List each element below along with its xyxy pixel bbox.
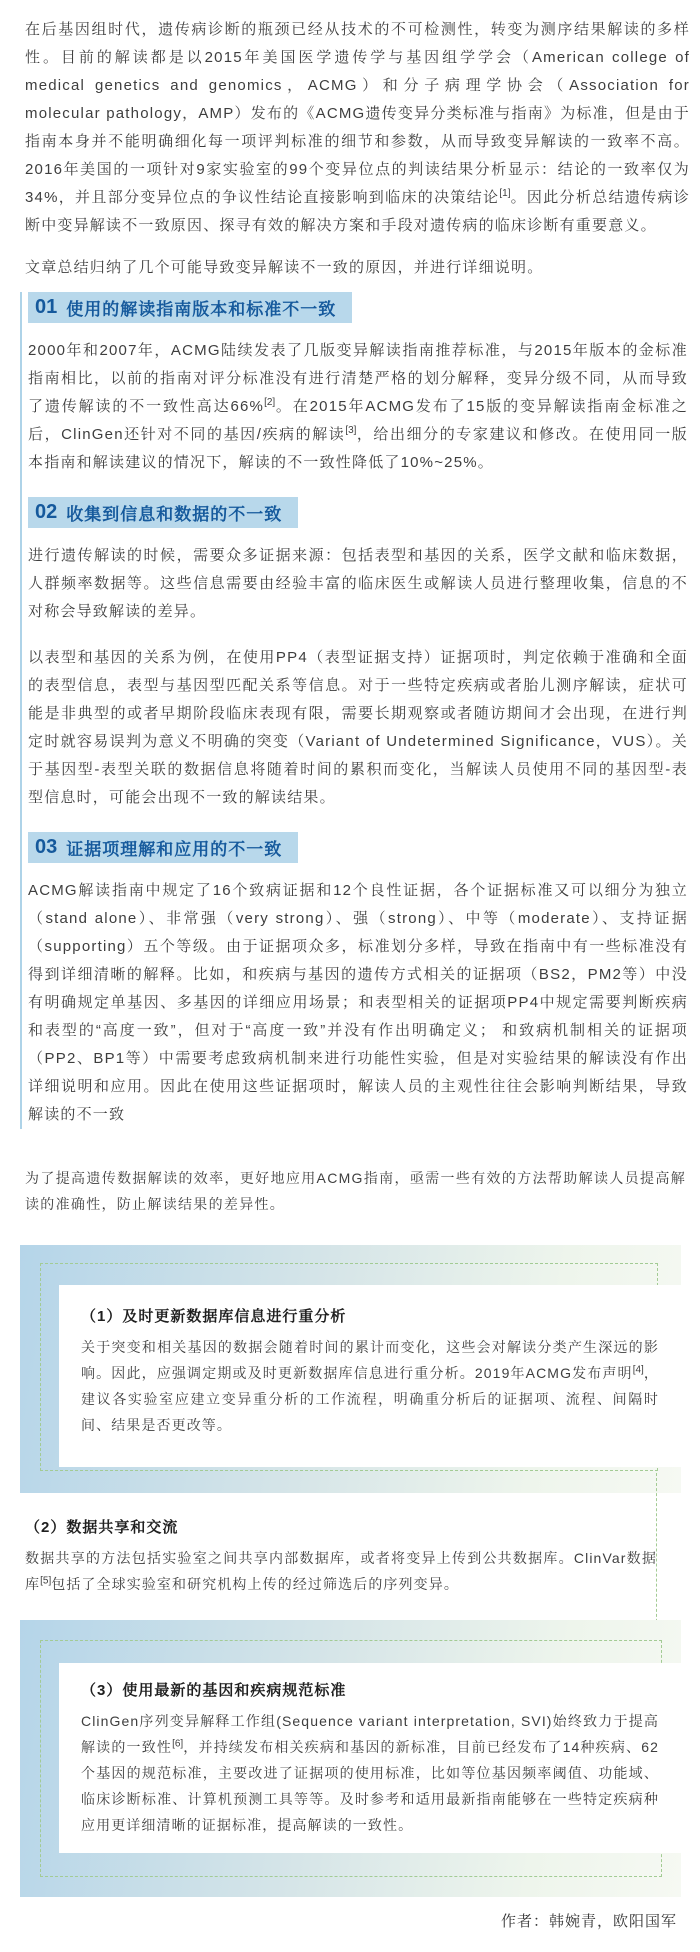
text-segment: 在后基因组时代，遗传病诊断的瓶颈已经从技术的不可检测性，转变为测序结果解读的多样性。目前的解读都是以2015年美国医学遗传学与基因组学学会（American college of medical genetics and genomics，ACMG）和分子病理学协会（Association for molecular pathology，AMP）发布的《ACMG遗传变异分类标准与指南》为标准，但是由于指南本身并不能明确细化每一项评判标准的细节和参数，从而导致变异解读的一致率不高。2016年美国的一项针对9家实验室的99个变异位点的判读结果分析显示：结论的一致率仅为34%，并且部分变异位点的争议性结论直接影响到临床的决策结论 [25, 21, 690, 206]
citation-ref: [5] [40, 1575, 52, 1587]
text-segment: ，建议各实验室应建立变异重分析的工作流程，明确重分析后的证据项、流程、间隔时间、结果是否更改等。 [81, 1365, 659, 1433]
solution-body [25, 1545, 657, 1597]
section-number: 01 [35, 296, 58, 318]
text-segment: 。因此分析总结遗传病诊断中变异解读不一致原因、探寻有效的解决方案和手段对遗传病的临床诊断有重要意义。 [25, 189, 690, 234]
text-segment: 包括了全球实验室和研究机构上传的经过筛选后的序列变异。 [51, 1576, 459, 1592]
solution-body [81, 1334, 659, 1438]
section-01-header [28, 292, 352, 323]
solution-card-1 [59, 1285, 681, 1467]
section-paragraph [28, 644, 690, 812]
citation-ref: [2] [264, 397, 276, 408]
text-segment: 2000年和2007年，ACMG陆续发表了几版变异解读指南推荐标准，与2015年版本的金标准指南相比，以前的指南对评分标准没有进行清楚严格的划分解释，变异分级不同，从而导致了遗传解读的不一致性高达66% [28, 342, 688, 415]
text-segment: ，给出细分的专家建议和修改。在使用同一版本指南和解读建议的情况下，解读的不一致性降低了10%~25%。 [28, 426, 688, 471]
summary-paragraph: 文章总结归纳了几个可能导致变异解读不一致的原因，并进行详细说明。 [25, 259, 544, 276]
text-segment: ，并持续发布相关疾病和基因的新标准，目前已经发布了14种疾病、62个基因的规范标准，主要改进了证据项的使用标准，比如等位基因频率阈值、功能域、临床诊断标准、计算机预测工具等等。及时参考和适用最新指南能够在一些特定疾病种应用更详细清晰的证据标准，提高解读的一致性。 [81, 1739, 659, 1833]
solution-title: （1）及时更新数据库信息进行重分析 [81, 1308, 347, 1325]
numbered-sections [20, 292, 690, 1129]
text-segment: 以表型和基因的关系为例，在使用PP4（表型证据支持）证据项时，判定依赖于准确和全面的表型信息，表型与基因型匹配关系等信息。对于一些特定疾病或者胎儿测序解读，症状可能是非典型的或者早期阶段临床表现有限，需要长期观察或者随访期间才会出现，在进行判定时就容易误判为意义不明确的突变（Variant of Undetermined Significance，VUS）。关于基因型-表型关联的数据信息将随着时间的累积而变化，当解读人员使用不同的基因型-表型信息时，可能会出现不一致的解读结果。 [28, 649, 688, 806]
text-segment: ACMG解读指南中规定了16个致病证据和12个良性证据，各个证据标准又可以细分为独立（stand alone）、非常强（very strong）、强（strong）、中等（moderate）、支持证据（supporting）五个等级。由于证据项众多，标准划分多样，导致在指南中有一些标准没有得到详细清晰的解释。比如，和疾病与基因的遗传方式相关的证据项（BS2，PM2等）中没有明确规定单基因、多基因的详细应用场景；和表型相关的证据项PP4中规定需要判断疾病和表型的“高度一致”，但对于“高度一致”并没有作出明确定义； 和致病机制相关的证据项（PP2、BP1等）中需要考虑致病机制来进行功能性实验，但是对实验结果的解读没有作出详细说明和应用。因此在使用这些证据项时，解读人员的主观性往往会影响判断结果，导致解读的不一致 [28, 882, 688, 1123]
section-paragraph [28, 542, 690, 626]
citation-ref: [3] [345, 425, 357, 436]
citation-ref: [6] [172, 1738, 184, 1750]
solutions-panel [0, 1240, 700, 1952]
text-segment: 进行遗传解读的时候，需要众多证据来源：包括表型和基因的关系，医学文献和临床数据，人群频率数据等。这些信息需要由经验丰富的临床医生或解读人员进行整理收集，信息的不对称会导致解读的差异。 [28, 547, 688, 620]
text-segment: 。在2015年ACMG发布了15版的变异解读指南金标准之后，ClinGen还针对不同的基因/疾病的解读 [28, 398, 688, 443]
section-paragraph [28, 877, 690, 1129]
section-title: 证据项理解和应用的不一致 [66, 840, 283, 859]
solution-title: （2）数据共享和交流 [25, 1519, 179, 1536]
section-03-header [28, 832, 298, 863]
section-title: 收集到信息和数据的不一致 [66, 505, 283, 524]
solution-body [81, 1708, 659, 1838]
section-number: 02 [35, 501, 58, 523]
intro-paragraph [25, 0, 690, 240]
text-segment: 数据共享的方法包括实验室之间共享内部数据库，或者将变异上传到公共数据库。ClinVar数据库 [25, 1550, 657, 1592]
citation-ref: [4] [632, 1364, 644, 1376]
text-segment: ClinGen序列变异解释工作组(Sequence variant interpretation, SVI)始终致力于提高解读的一致性 [81, 1713, 659, 1755]
author-line: 作者：韩婉青，欧阳国军 [500, 1913, 677, 1930]
section-number: 03 [35, 836, 58, 858]
citation-ref: [1] [499, 188, 511, 199]
section-paragraph [28, 337, 690, 477]
solution-title: （3）使用最新的基因和疾病规范标准 [81, 1682, 347, 1699]
solution-card-3 [59, 1663, 681, 1853]
solution-block-2 [25, 1516, 657, 1597]
transition-paragraph: 为了提高遗传数据解读的效率，更好地应用ACMG指南，亟需一些有效的方法帮助解读人员提高解读的准确性，防止解读结果的差异性。 [25, 1170, 686, 1212]
section-02-header [28, 497, 298, 528]
section-title: 使用的解读指南版本和标准不一致 [66, 300, 337, 319]
text-segment: 关于突变和相关基因的数据会随着时间的累计而变化，这些会对解读分类产生深远的影响。因此，应强调定期或及时更新数据库信息进行重分析。2019年ACMG发布声明 [81, 1339, 659, 1381]
